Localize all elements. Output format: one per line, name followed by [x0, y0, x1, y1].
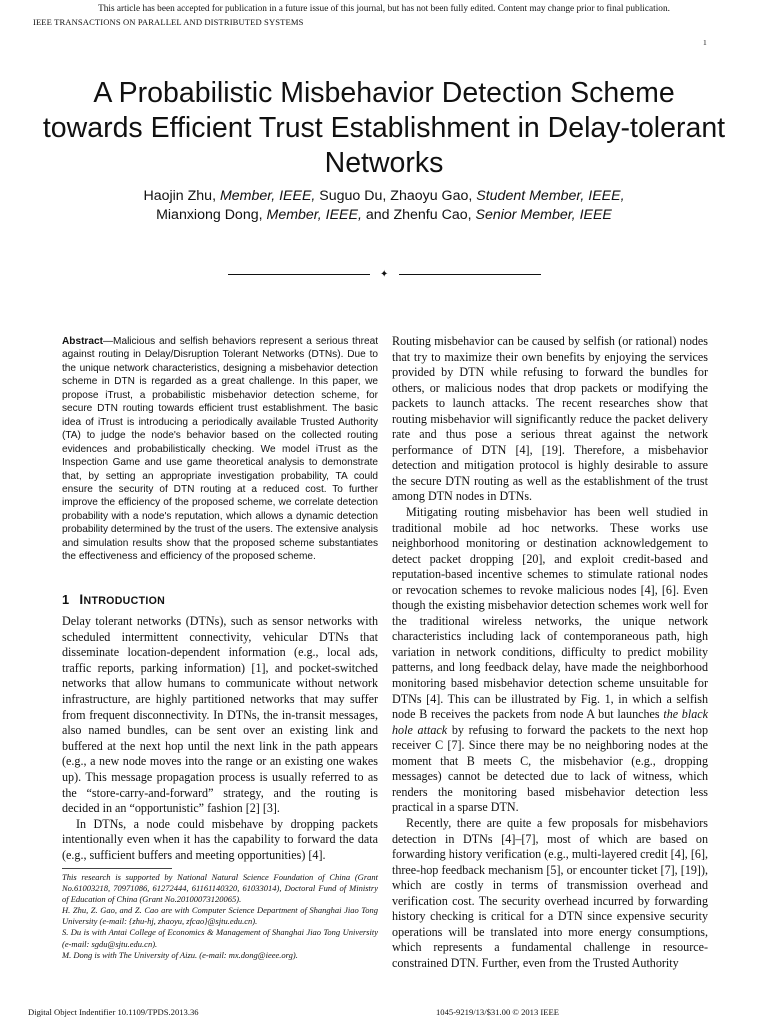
author-role: Student Member, IEEE, [476, 188, 625, 204]
section-heading [62, 592, 165, 607]
section-title-rest: NTRODUCTION [83, 595, 166, 607]
introduction-text [62, 614, 378, 864]
publication-notice: This article has been accepted for publication in a future issue of this journal, but has not been fully edited. Content may change prior to final publication. [98, 4, 670, 14]
author-line-2 [40, 206, 728, 225]
paragraph-text: Mitigating routing misbehavior has been well studied in traditional mobile ad hoc networks. These works use neighborhood monitoring or destination acknowledgement to detect packet dropping [20], and exploit credit-based and reputation-based incentive schemes to stimulate rational nodes or revocation schemes to revoke malicious nodes [4], [6]. Even though the existing misbehavior detection schemes work well for the traditional wireless networks, the unique network characteristics including lack of contemporaneous path, high variation in network conditions, difficulty to predict mobility patterns, and long feedback delay, have made the neighborhood monitoring based misbehavior detection scheme unsuitable for DTNs [4]. This can be illustrated by Fig. 1, in which a selfish node B receives the packets from node A but launches [392, 505, 708, 722]
author-line-1 [40, 187, 728, 206]
author-role: Senior Member, IEEE [475, 207, 612, 223]
author-name: Mianxiong Dong, [156, 207, 267, 223]
footnote-affiliation: S. Du is with Antai College of Economics & Management of Shanghai Jiao Tong University (e-mail: sgdu@sjtu.edu.cn). [62, 927, 378, 949]
author-name: Suguo Du, Zhaoyu Gao, [315, 188, 477, 204]
abstract-label: Abstract [62, 336, 103, 347]
paragraph: Routing misbehavior can be caused by selfish (or rational) nodes that try to maximize their own benefits by enjoying the services provided by DTN while refusing to forward the bundles for others, or malicious nodes that drop packets or modifying the packets to launch attacks. The recent researches show that routing misbehavior will significantly reduce the packet delivery rate and thus pose a serious threat against the network performance of DTN [4], [19]. Therefore, a misbehavior detection and mitigation protocol is highly desirable to assure the secure DTN routing as well as the establishment of the trust among DTN nodes in DTNs. [392, 334, 708, 504]
footnote-divider [62, 868, 172, 869]
paragraph: In DTNs, a node could misbehave by dropping packets intentionally even when it has the capability to forward the data (e.g., sufficient buffers and meeting opportunities) [4]. [62, 816, 378, 862]
page-number: 1 [703, 38, 707, 47]
section-title-initial: I [79, 592, 84, 607]
footnote-affiliation: H. Zhu, Z. Gao, and Z. Cao are with Computer Science Department of Shanghai Jiao Tong University (e-mail: {zhu-hj, zhaoyu, zfcao}@sjtu.edu.cn). [62, 905, 378, 927]
paragraph: Recently, there are quite a few proposals for misbehaviors detection in DTNs [4]–[7], most of which are based on forwarding history verification (e.g., multi-layered credit [4], [6], three-hop feedback mechanism [5], or encounter ticket [7], [19]), which are costly in terms of transmission overhead and verification cost. The security overhead incurred by forwarding history checking is critical for a DTN since expensive security operations will be translated into more energy consumptions, which represents a fundamental challenge in resource-constrained DTN. Further, even from the Trusted Authority [392, 815, 708, 970]
right-column-text [392, 334, 708, 971]
paragraph [392, 505, 708, 816]
abstract-text: —Malicious and selfish behaviors represent a serious threat against routing in Delay/Disruption Tolerant Networks (DTNs). Due to the unique network characteristics, designing a misbehavior detection scheme in DTN is regarded as a great challenge. In this paper, we propose iTrust, a probabilistic misbehavior detection scheme, for secure DTN routing towards efficient trust establishment. The basic idea of iTrust is introducing a periodically available Trusted Authority (TA) to judge the node's behavior based on the collected routing evidences and probabilistically checking. We model iTrust as the Inspection Game and use game theoretical analysis to demonstrate that, by setting an appropriate investigation probability, TA could ensure the security of DTN routing at a reduced cost. To further improve the efficiency of the proposed scheme, we correlate detection probability with a node's reputation, which allows a dynamic detection probability determined by the trust of the users. The extensive analysis and simulation results show that the proposed scheme substantiates the effectiveness and efficiency of the proposed scheme. [62, 336, 378, 563]
separator-line-left [228, 274, 370, 275]
author-name: Haojin Zhu, [143, 188, 220, 204]
author-name: and Zhenfu Cao, [361, 207, 476, 223]
doi-footer: Digital Object Indentifier 10.1109/TPDS.2013.36 [28, 1007, 199, 1017]
paragraph-text: by refusing to forward the packets to the next hop receiver C [7]. Since there may be no neighboring nodes at the moment that B meets C, the misbehavior (e.g., dropping messages) cannot be detected due to lack of witness, which renders the monitoring based misbehavior detection less practical in a sparse DTN. [392, 722, 708, 815]
author-role: Member, IEEE, [219, 188, 316, 204]
abstract [62, 335, 378, 564]
diamond-ornament-icon: ✦ [380, 269, 389, 280]
footnotes [62, 872, 378, 961]
section-number: 1 [62, 592, 70, 607]
footnote-affiliation: M. Dong is with The University of Aizu. (e-mail: mx.dong@ieee.org). [62, 949, 298, 960]
author-list [40, 187, 728, 225]
footnote-funding: This research is supported by National Natural Science Foundation of China (Grant No.61003218, 70971086, 61272444, 61161140320, 61033014), Doctoral Fund of Ministry of Education of China (Grant No.20100073120065). [62, 872, 378, 905]
author-role: Member, IEEE, [266, 207, 362, 223]
journal-name: IEEE TRANSACTIONS ON PARALLEL AND DISTRIBUTED SYSTEMS [33, 17, 304, 27]
paragraph: Delay tolerant networks (DTNs), such as sensor networks with scheduled intermittent connectivity, vehicular DTNs that disseminate location-dependent information (e.g., local ads, traffic reports, parking information) [1], and pocket-switched networks that allow humans to communicate without network infrastructure, are highly partitioned networks that may suffer from frequent disconnectivity. In DTNs, the in-transit messages, also named bundles, can be sent over an existing link and buffered at the next hop until the next link in the path appears (e.g., a new node moves into the range or an existing one wakes up). This message propagation process is usually referred to as the “store-carry-and-forward” strategy, and the routing is decided in an “opportunistic” fashion [2] [3]. [62, 614, 378, 816]
attack-term: the black hole attack [392, 707, 709, 737]
title-separator [228, 268, 541, 282]
paper-title: A Probabilistic Misbehavior Detection Scheme towards Efficient Trust Establishment in Delay-tolerant Networks [42, 77, 726, 179]
separator-line-right [399, 274, 541, 275]
copyright-footer: 1045-9219/13/$31.00 © 2013 IEEE [436, 1007, 560, 1017]
